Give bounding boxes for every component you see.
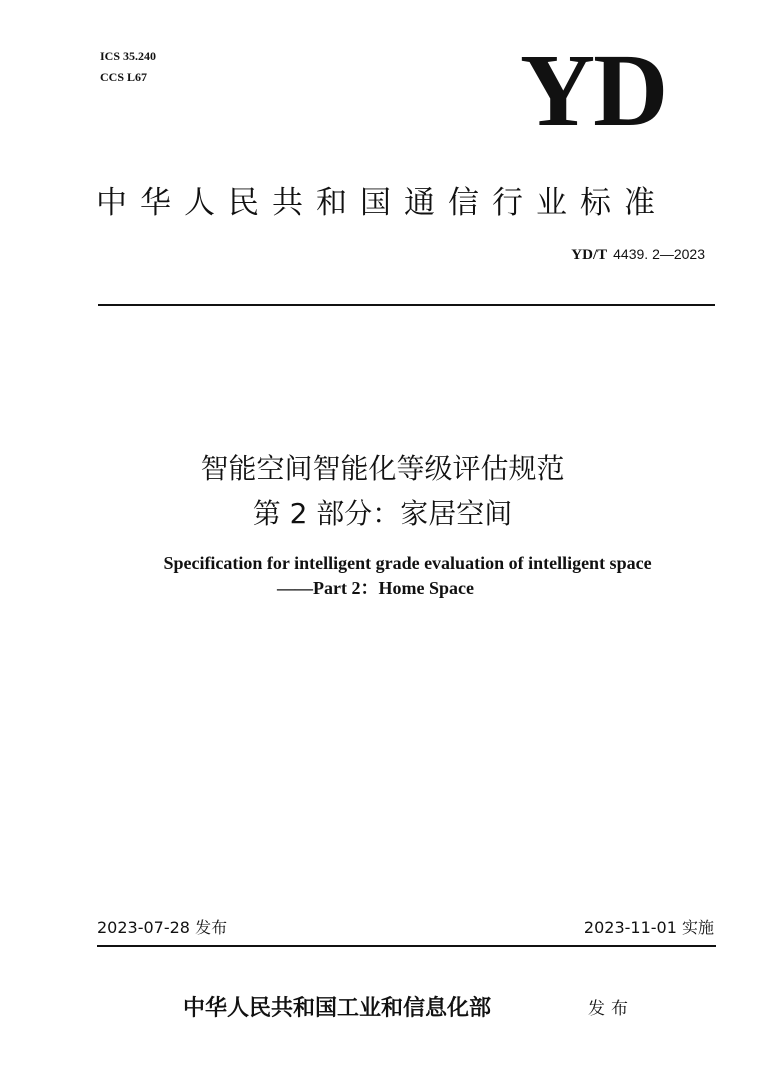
title-cn-part: 第 2 部分：家居空间 <box>252 497 513 530</box>
title-en-part: ——Part 2：Home Space <box>277 578 474 598</box>
issuing-authority: 中华人民共和国工业和信息化部 <box>183 995 492 1021</box>
publish-label: 发布 <box>588 999 634 1019</box>
standard-type-heading: 中华人民共和国通信行业标准 <box>96 185 668 221</box>
ics-code: ICS 35.240 <box>100 49 157 63</box>
top-divider <box>98 304 715 306</box>
standard-prefix: YD/T <box>571 247 608 263</box>
ccs-code: CCS L67 <box>100 70 148 84</box>
bottom-divider <box>97 945 716 947</box>
standard-number <box>571 244 705 265</box>
title-cn-main: 智能空间智能化等级评估规范 <box>200 452 565 485</box>
issue-date: 2023-07-28 发布 <box>97 918 228 937</box>
standard-code: 4439. 2—2023 <box>613 246 705 262</box>
implementation-date: 2023-11-01 实施 <box>583 918 714 937</box>
yd-logo: YD <box>520 33 667 148</box>
classification-codes <box>100 46 156 88</box>
title-en-main: Specification for intelligent grade evaluation of intelligent space <box>163 553 652 573</box>
